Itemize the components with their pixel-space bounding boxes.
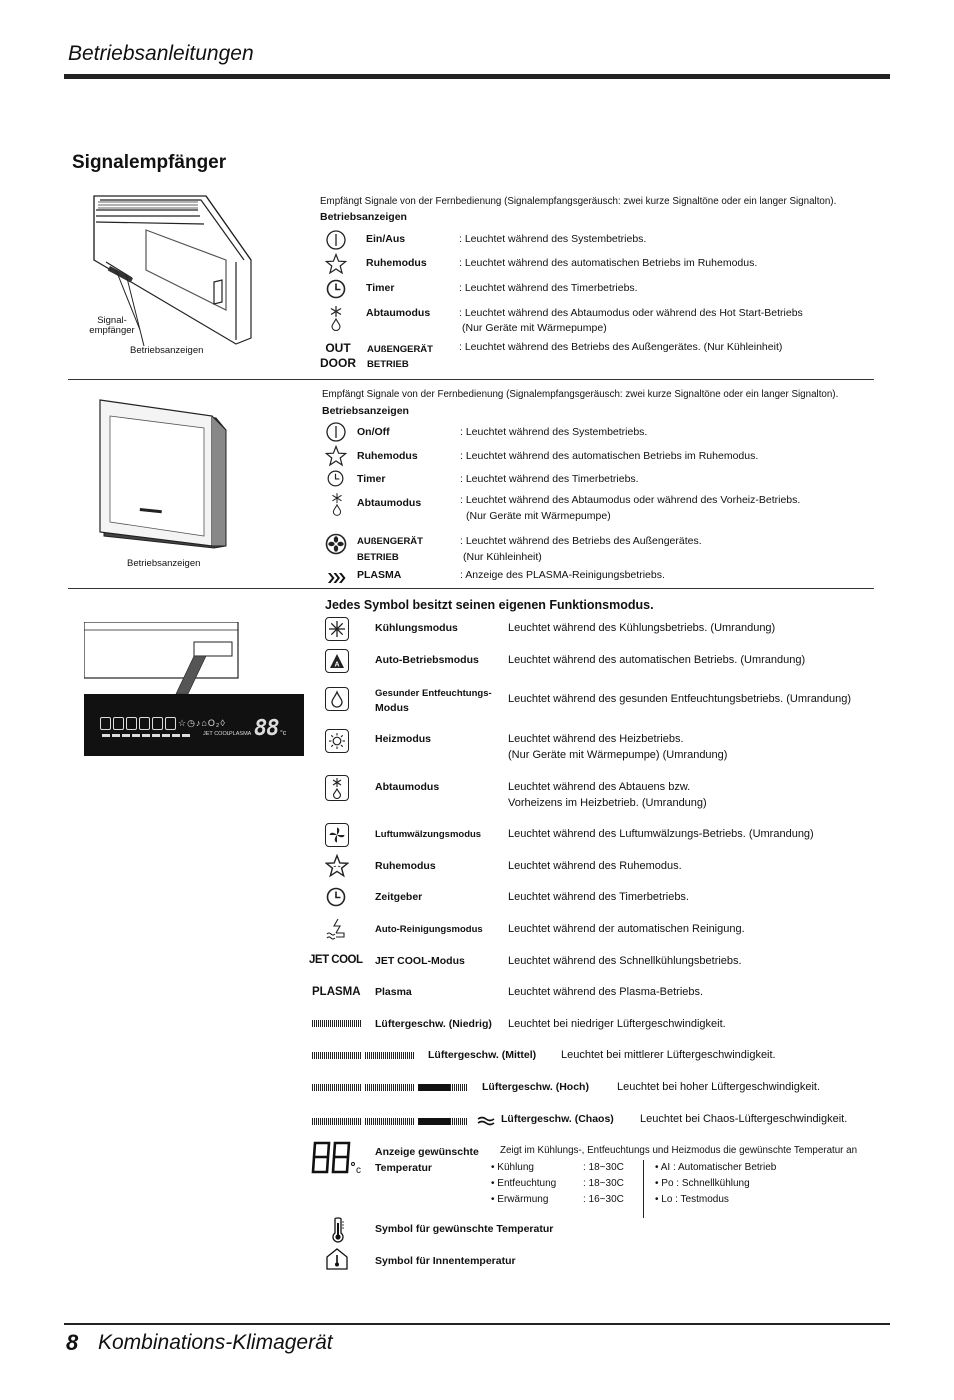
footer-rule <box>64 1323 890 1325</box>
u2-desc-timer: : Leuchtet während des Timerbetriebs. <box>460 473 639 485</box>
u1-desc-sleep: : Leuchtet während des automatischen Betriebs im Ruhemodus. <box>459 257 758 269</box>
u3-label-circulation: Luftumwälzungsmodus <box>375 829 482 840</box>
range-mode-dehumid: • Entfeuchtung <box>491 1178 557 1189</box>
u2-desc-outdoor: : Leuchtet während des Betriebs des Außengerätes. <box>460 535 702 547</box>
u2-label-outdoor-1: AUßENGERÄT <box>357 536 423 547</box>
outdoor-text-icon <box>318 341 358 371</box>
display-fan-icon <box>126 717 137 730</box>
section-title: Signalempfänger <box>72 152 227 173</box>
code-po: • Po : Schnellkühlung <box>655 1178 750 1189</box>
droplet-icon <box>325 687 349 711</box>
display-unit: °c <box>280 730 287 737</box>
plasma-icon <box>328 570 346 580</box>
signal-label-line2: empfänger <box>89 325 135 336</box>
display-thermometer-icon <box>100 717 111 730</box>
u3-desc-auto: Leuchtet während des automatischen Betriebs. (Umrandung) <box>508 654 806 666</box>
temp-divider <box>643 1160 644 1218</box>
defrost-icon <box>325 305 347 331</box>
range-value-heating: : 16~30C <box>583 1194 624 1205</box>
display-snowflake-icon <box>113 717 124 730</box>
console-unit-illustration <box>96 396 232 552</box>
u2-desc-defrost-2: (Nur Geräte mit Wärmepumpe) <box>466 510 611 522</box>
unit1-intro: Empfängt Signale von der Fernbedienung (Signalempfangsgeräusch: zwei kurze Signaltöne oder ein langer Signalton). <box>320 196 837 207</box>
u3-label-settemp: Symbol für gewünschte Temperatur <box>375 1223 554 1235</box>
u3-desc-defrost: Leuchtet während des Abtauens bzw. <box>508 781 691 793</box>
display-droplet-icon <box>139 717 150 730</box>
u1-label-outdoor-2: BETRIEB <box>367 359 409 370</box>
u3-label-cooling: Kühlungsmodus <box>375 622 458 634</box>
defrost-icon <box>327 492 347 516</box>
u3-label-defrost: Abtaumodus <box>375 781 440 793</box>
u1-label-timer: Timer <box>366 282 395 294</box>
indicators-label-1: Betriebsanzeigen <box>130 345 204 356</box>
fan-icon <box>325 823 349 847</box>
u1-desc-power: : Leuchtet während des Systembetriebs. <box>459 233 647 245</box>
temp-digits-icon <box>311 1140 365 1176</box>
outdoor-fan-icon <box>325 533 347 555</box>
u3-label-temp <box>375 1144 479 1176</box>
clock-icon <box>325 886 347 908</box>
u3-desc-autoclean: Leuchtet während der automatischen Reinigung. <box>508 923 745 935</box>
u2-label-sleep: Ruhemodus <box>357 450 418 462</box>
svg-text:A: A <box>334 661 340 669</box>
u3-label-dehumid-1: Gesunder Entfeuchtungs- <box>375 688 492 699</box>
u3-desc-heat: Leuchtet während des Heizbetriebs. <box>508 733 684 745</box>
u1-desc-defrost-2: (Nur Geräte mit Wärmepumpe) <box>462 322 607 334</box>
unit3-heading: Jedes Symbol besitzt seinen eigenen Funktionsmodus. <box>325 598 654 612</box>
fan-speed-mid-icon <box>312 1052 414 1059</box>
u3-label-sleep: Ruhemodus <box>375 860 436 872</box>
code-lo: • Lo : Testmodus <box>655 1194 729 1205</box>
u3-label-plasma: Plasma <box>375 986 412 998</box>
u1-desc-timer: : Leuchtet während des Timerbetriebs. <box>459 282 638 294</box>
u3-desc-plasma: Leuchtet während des Plasma-Betriebs. <box>508 986 704 998</box>
u3-desc-circulation: Leuchtet während des Luftumwälzungs-Betriebs. (Umrandung) <box>508 828 814 840</box>
u3-desc-fan-chaos: Leuchtet bei Chaos-Lüftergeschwindigkeit. <box>640 1113 848 1125</box>
star-icon <box>325 445 347 467</box>
outdoor-icon-line1: OUT <box>325 341 351 355</box>
defrost-icon <box>325 775 349 801</box>
unit2-subheading: Betriebsanzeigen <box>322 405 409 417</box>
power-icon <box>325 229 347 251</box>
u1-desc-outdoor: : Leuchtet während des Betriebs des Außengerätes. (Nur Kühleinheit) <box>459 341 783 353</box>
snowflake-icon <box>325 617 349 641</box>
display-fan-bars <box>102 734 190 737</box>
u2-label-power: On/Off <box>357 426 390 438</box>
u2-desc-outdoor-2: (Nur Kühleinheit) <box>463 551 542 563</box>
u2-label-timer: Timer <box>357 473 386 485</box>
sun-icon <box>325 729 349 753</box>
u3-label-fan-chaos: Lüftergeschw. (Chaos) <box>501 1113 614 1125</box>
u3-label-fan-high: Lüftergeschw. (Hoch) <box>482 1081 589 1093</box>
u1-label-outdoor <box>367 342 433 372</box>
u3-desc-fan-high: Leuchtet bei hoher Lüftergeschwindigkeit. <box>617 1081 821 1093</box>
u3-desc-temp: Zeigt im Kühlungs-, Entfeuchtungs und Heizmodus die gewünschte Temperatur an <box>500 1145 858 1156</box>
u3-desc-fan-low: Leuchtet bei niedriger Lüftergeschwindigkeit. <box>508 1018 726 1030</box>
u2-label-outdoor <box>357 534 423 566</box>
u3-label-roomtemp: Symbol für Innentemperatur <box>375 1255 516 1267</box>
thermometer-icon <box>328 1217 348 1243</box>
svg-text:c: c <box>356 1165 361 1176</box>
display-sun-icon <box>165 717 176 730</box>
u2-label-outdoor-2: BETRIEB <box>357 552 399 563</box>
fan-speed-low-icon <box>312 1020 361 1027</box>
u3-label-auto: Auto-Betriebsmodus <box>375 654 479 666</box>
header-rule <box>64 74 890 79</box>
u3-label-dehumid-2: Modus <box>375 702 409 714</box>
fan-speed-high-icon <box>312 1084 467 1091</box>
range-mode-heating: • Erwärmung <box>491 1194 549 1205</box>
display-plasma: PLASMA <box>229 731 252 737</box>
code-ai: • AI : Automatischer Betrieb <box>655 1162 777 1173</box>
range-value-dehumid: : 18~30C <box>583 1178 624 1189</box>
jetcool-text-icon: JET COOL <box>309 954 363 966</box>
u3-label-autoclean: Auto-Reinigungsmodus <box>375 924 483 935</box>
clock-icon <box>326 469 345 488</box>
signal-label-line1: Signal- <box>97 315 127 326</box>
display-panel-icons <box>100 714 226 732</box>
u1-label-power: Ein/Aus <box>366 233 406 245</box>
u3-desc-fan-mid: Leuchtet bei mittlerer Lüftergeschwindigkeit. <box>561 1049 776 1061</box>
separator-2 <box>68 588 874 589</box>
u3-label-dehumid <box>375 686 492 716</box>
indicators-label-2: Betriebsanzeigen <box>127 558 201 569</box>
u2-desc-power: : Leuchtet während des Systembetriebs. <box>460 426 648 438</box>
signal-receiver-label <box>84 316 140 336</box>
u3-label-fan-mid: Lüftergeschw. (Mittel) <box>428 1049 537 1061</box>
u3-desc-defrost-2: Vorheizens im Heizbetrieb. (Umrandung) <box>508 797 707 809</box>
u3-desc-timer: Leuchtet während des Timerbetriebs. <box>508 891 689 903</box>
display-auto-icon <box>152 717 163 730</box>
display-jetcool: JET COOL <box>203 731 230 737</box>
power-icon <box>325 421 347 443</box>
header-title: Betriebsanleitungen <box>68 42 254 65</box>
u3-label-temp-2: Temperatur <box>375 1162 432 1174</box>
u1-desc-defrost: : Leuchtet während des Abtaumodus oder während des Hot Start-Betriebs <box>459 307 803 319</box>
u3-desc-cooling: Leuchtet während des Kühlungsbetriebs. (Umrandung) <box>508 622 776 634</box>
u1-label-outdoor-1: AUßENGERÄT <box>367 344 433 355</box>
u3-desc-sleep: Leuchtet während des Ruhemodus. <box>508 860 682 872</box>
u3-desc-heat-2: (Nur Geräte mit Wärmepumpe) (Umrandung) <box>508 749 728 761</box>
auto-mode-icon <box>325 649 349 673</box>
u2-label-defrost: Abtaumodus <box>357 497 422 509</box>
unit2-intro: Empfängt Signale von der Fernbedienung (Signalempfangsgeräusch: zwei kurze Signaltöne oder ein langer Signalton). <box>322 389 839 400</box>
u2-label-plasma: PLASMA <box>357 569 402 581</box>
u2-desc-defrost: : Leuchtet während des Abtaumodus oder während des Vorheiz-Betriebs. <box>460 494 801 506</box>
u3-desc-jetcool: Leuchtet während des Schnellkühlungsbetriebs. <box>508 955 742 967</box>
auto-clean-icon <box>324 916 350 942</box>
star-face-icon <box>325 854 349 878</box>
u3-desc-dehumid: Leuchtet während des gesunden Entfeuchtungsbetriebs. (Umrandung) <box>508 693 852 705</box>
u2-desc-plasma: : Anzeige des PLASMA-Reinigungsbetriebs. <box>460 569 665 581</box>
outdoor-icon-line2: DOOR <box>320 356 356 370</box>
house-thermometer-icon <box>325 1247 349 1271</box>
range-value-cooling: : 18~30C <box>583 1162 624 1173</box>
separator-1 <box>68 379 874 380</box>
u2-desc-sleep: : Leuchtet während des automatischen Betriebs im Ruhemodus. <box>460 450 759 462</box>
u1-label-sleep: Ruhemodus <box>366 257 427 269</box>
display-digits: 88 <box>254 716 279 741</box>
u3-label-timer: Zeitgeber <box>375 891 423 903</box>
fan-speed-chaos-icon <box>312 1116 495 1126</box>
temp-codes <box>655 1160 776 1208</box>
temp-ranges <box>491 1160 624 1208</box>
u3-label-heat: Heizmodus <box>375 733 432 745</box>
unit1-subheading: Betriebsanzeigen <box>320 211 407 223</box>
plasma-text-icon: PLASMA <box>312 986 361 998</box>
u1-label-defrost: Abtaumodus <box>366 307 431 319</box>
page-number: 8 <box>66 1330 79 1355</box>
u3-label-fan-low: Lüftergeschw. (Niedrig) <box>375 1018 492 1030</box>
display-small-icons: ☆◷♪⌂O₂◊ <box>178 717 226 728</box>
footer-title: Kombinations-Klimagerät <box>98 1331 333 1354</box>
clock-icon <box>325 278 347 300</box>
u3-label-jetcool: JET COOL-Modus <box>375 955 465 967</box>
u3-label-temp-1: Anzeige gewünschte <box>375 1146 479 1158</box>
star-icon <box>325 253 347 275</box>
range-mode-cooling: • Kühlung <box>491 1162 534 1173</box>
